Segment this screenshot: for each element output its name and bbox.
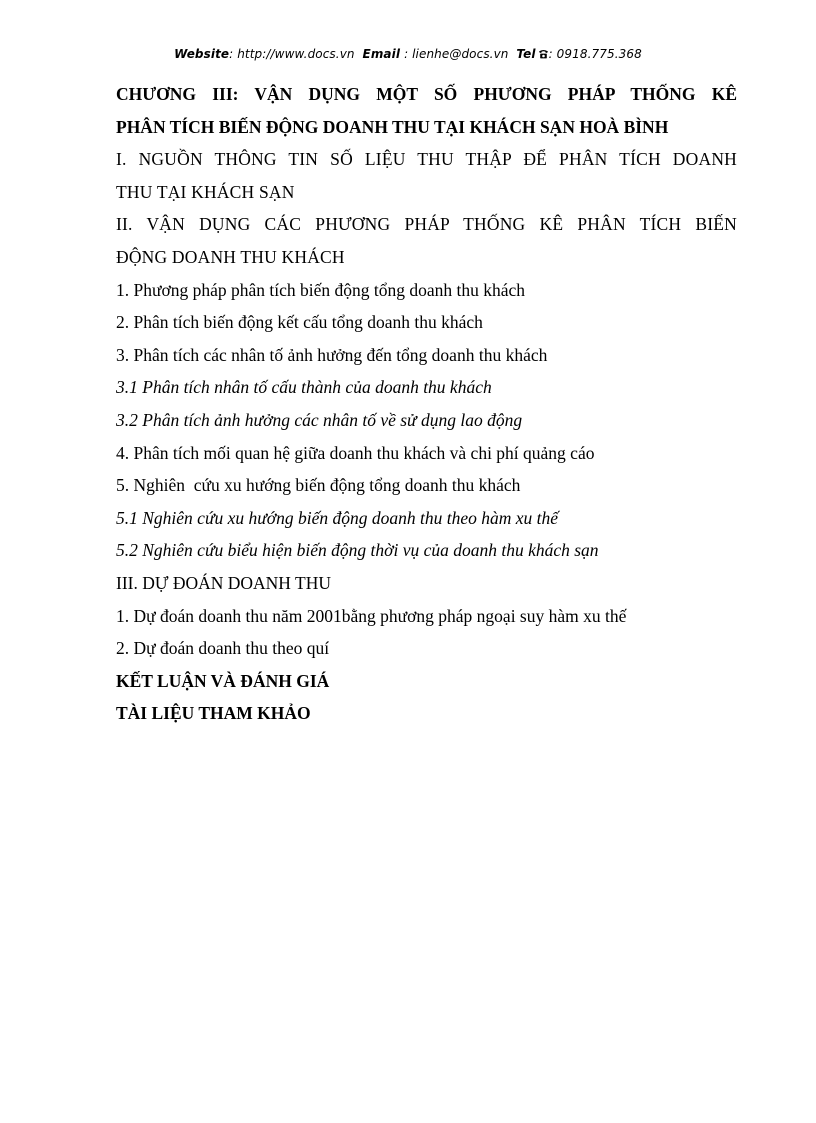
toc-item-3: 3. Phân tích các nhân tố ảnh hưởng đến tổng doanh thu khách bbox=[116, 344, 548, 365]
toc-item-4: 4. Phân tích mối quan hệ giữa doanh thu khách và chi phí quảng cáo bbox=[116, 442, 595, 463]
tel-label: Tel bbox=[516, 47, 536, 61]
email-label: Email bbox=[362, 47, 401, 61]
chapter-title-line-2: PHÂN TÍCH BIẾN ĐỘNG DOANH THU TẠI KHÁCH SẠN HOÀ BÌNH bbox=[116, 116, 669, 137]
page-header bbox=[0, 47, 816, 61]
toc-item-5-2: 5.2 Nghiên cứu biểu hiện biến động thời vụ của doanh thu khách sạn bbox=[116, 540, 599, 561]
section-3-item-2: 2. Dự đoán doanh thu theo quí bbox=[116, 638, 330, 659]
table-of-contents bbox=[116, 78, 737, 730]
conclusion-heading: KẾT LUẬN VÀ ĐÁNH GIÁ bbox=[116, 670, 330, 691]
section-3-item-1: 1. Dự đoán doanh thu năm 2001bằng phương pháp ngoại suy hàm xu thế bbox=[116, 605, 627, 626]
section-2-line-1: II. VẬN DỤNG CÁC PHƯƠNG PHÁP THỐNG KÊ PHÂN TÍCH BIẾN bbox=[116, 214, 737, 235]
telephone-icon bbox=[538, 49, 549, 59]
tel-value: : 0918.775.368 bbox=[548, 47, 642, 61]
section-3: III. DỰ ĐOÁN DOANH THU bbox=[116, 572, 331, 593]
website-value: : http://www.docs.vn bbox=[229, 47, 355, 61]
chapter-title-line-1: CHƯƠNG III: VẬN DỤNG MỘT SỐ PHƯƠNG PHÁP THỐNG KÊ bbox=[116, 84, 737, 104]
email-value: : lienhe@docs.vn bbox=[404, 47, 509, 61]
toc-item-3-2: 3.2 Phân tích ảnh hưởng các nhân tố về sử dụng lao động bbox=[116, 409, 523, 430]
toc-item-2: 2. Phân tích biến động kết cấu tổng doanh thu khách bbox=[116, 312, 483, 333]
references-heading: TÀI LIỆU THAM KHẢO bbox=[116, 703, 311, 724]
toc-item-1: 1. Phương pháp phân tích biến động tổng doanh thu khách bbox=[116, 279, 526, 300]
toc-item-5: 5. Nghiên cứu xu hướng biến động tổng doanh thu khách bbox=[116, 475, 521, 496]
toc-item-3-1: 3.1 Phân tích nhân tố cấu thành của doanh thu khách bbox=[116, 377, 492, 398]
section-1-line-1: I. NGUỒN THÔNG TIN SỐ LIỆU THU THẬP ĐỂ PHÂN TÍCH DOANH bbox=[116, 149, 737, 170]
section-2-line-2: ĐỘNG DOANH THU KHÁCH bbox=[116, 246, 345, 267]
website-label: Website bbox=[174, 47, 230, 61]
toc-item-5-1: 5.1 Nghiên cứu xu hướng biến động doanh thu theo hàm xu thế bbox=[116, 507, 559, 528]
section-1-line-2: THU TẠI KHÁCH SẠN bbox=[116, 181, 295, 202]
